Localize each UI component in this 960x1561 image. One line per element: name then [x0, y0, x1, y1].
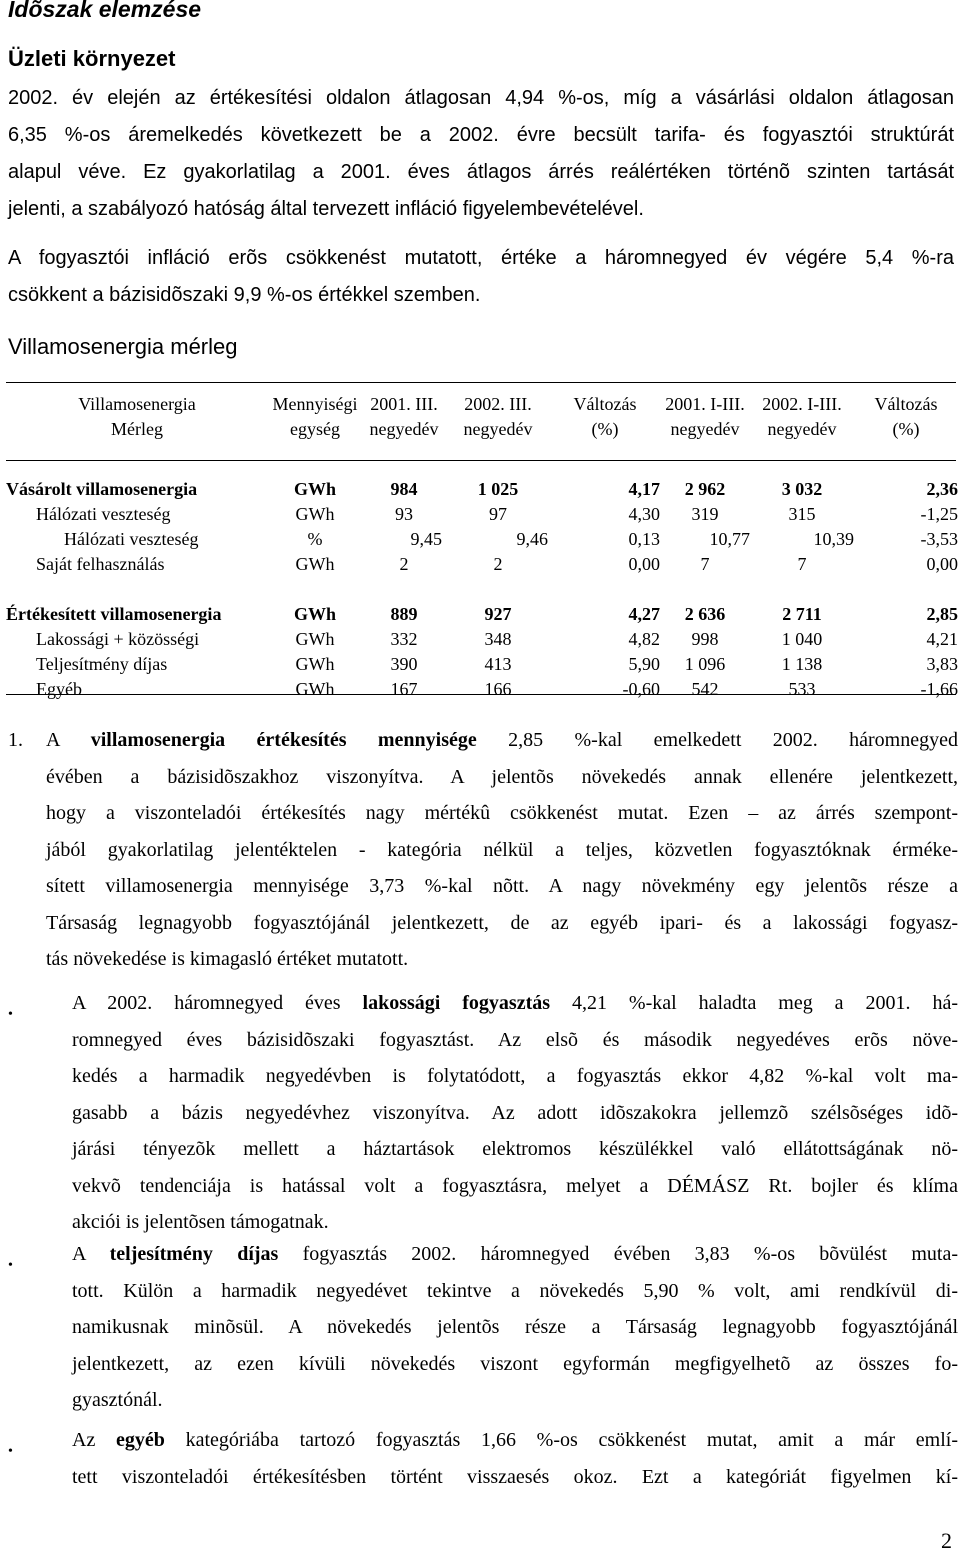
text-line: évében a bázisidõszakhoz viszonyítva. A jelentõs növekedés annak ellenére jelentkezett,: [46, 765, 958, 788]
table-row: Hálózati veszteség % 9,45 9,46 0,13 10,77 10,39 -3,53: [64, 529, 958, 549]
col-header: 2001. III. negyedév: [369, 394, 439, 439]
text-line: A 2002. háromnegyed éves lakossági fogyasztás 4,21 %-kal haladta meg a 2001. há-: [72, 992, 958, 1014]
text-line: sített villamosenergia mennyisége 3,73 %-kal nõtt. A nagy növekmény egy jelentõs része a: [46, 875, 958, 897]
text-line: A fogyasztói infláció erõs csökkenést mutatott, értéke a háromnegyed év végére 5,4 %-ra: [8, 247, 954, 269]
col-header: Változás (%): [874, 394, 938, 439]
col-header: Villamosenergia Mérleg: [78, 394, 196, 439]
text-line: jából gyakorlatilag jelentéktelen - kategória nélkül a teljes, közvetlen fogyasztóknak érméke-: [46, 838, 958, 861]
bullet-icon: •: [8, 1007, 13, 1022]
text-line: namikusnak minõsül. A növekedés jelentõs része a Társaság legnagyobb fogyasztójánál: [72, 1316, 958, 1338]
text-line: tett viszonteladói értékesítésben történt visszaesés okoz. Ezt a kategóriát figyelmen kí-: [72, 1465, 958, 1488]
text-line: 2002. év elején az értékesítési oldalon átlagosan 4,94 %-os, míg a vásárlási oldalon átlagosan: [8, 87, 954, 109]
table-row: Hálózati veszteség GWh 93 97 4,30 319 315 -1,25: [36, 504, 958, 524]
col-header: 2002. I-III. negyedév: [762, 394, 842, 439]
table-row: Vásárolt villamosenergia GWh 984 1 025 4,17 2 962 3 032 2,36: [6, 479, 958, 499]
text-line: 6,35 %-os áremelkedés következett be a 2002. évre becsült tarifa- és fogyasztói struktúrát: [8, 124, 954, 146]
text-line: tás növekedése is kimagasló értéket mutatott.: [46, 948, 409, 970]
text-line: csökkent a bázisidõszaki 9,9 %-os értékkel szemben.: [8, 284, 481, 306]
col-header: 2001. I-III. negyedév: [665, 394, 745, 439]
text-line: alapul véve. Ez gyakorlatilag a 2001. éves átlagos árrés reálértéken történõ szinten tartását: [8, 161, 954, 183]
table-row: Saját felhasználás GWh 2 2 0,00 7 7 0,00: [36, 554, 958, 574]
section-subtitle: Üzleti környezet: [8, 46, 176, 71]
text-line: akciói is jelentõsen támogatnak.: [72, 1211, 329, 1233]
text-line: gyasztónál.: [72, 1389, 163, 1411]
page-number: 2: [941, 1528, 952, 1553]
col-header: Mennyiségi egység: [272, 394, 358, 439]
text-line: jelenti, a szabályozó hatóság által tervezett infláció figyelembevételével.: [8, 198, 644, 220]
bullet-icon: •: [8, 1258, 13, 1273]
page-title: Idõszak elemzése: [8, 0, 202, 22]
text-line: romnegyed éves bázisidõszaki fogyasztást. Az elsõ és második negyedéves erõs növe-: [72, 1028, 958, 1051]
table-row: Lakossági + közösségi GWh 332 348 4,82 998 1 040 4,21: [36, 629, 958, 649]
text-line: hogy a viszonteladói értékesítés nagy mértékû csökkenést mutat. Ezen – az árrés szempont-: [46, 802, 958, 824]
table-top-rule: [6, 382, 956, 383]
intro-paragraph-1: [8, 80, 954, 228]
intro-paragraph-2: [8, 240, 954, 314]
table-row: Értékesített villamosenergia GWh 889 927 4,27 2 636 2 711 2,85: [6, 604, 958, 624]
col-header: Változás (%): [573, 394, 637, 439]
table-heading: Villamosenergia mérleg: [8, 334, 238, 359]
text-line: Az egyéb kategóriába tartozó fogyasztás 1,66 %-os csökkenést mutat, amit a már emlí-: [72, 1429, 958, 1451]
table-header-row: [6, 392, 958, 442]
table-row: Egyéb GWh 167 166 -0,60 542 533 -1,66: [36, 679, 958, 699]
text-line: kedés a harmadik negyedévben is folytatódott, a fogyasztás ekkor 4,82 %-kal volt ma-: [72, 1065, 958, 1087]
table-row: Teljesítmény díjas GWh 390 413 5,90 1 096 1 138 3,83: [36, 654, 958, 674]
section-number: 1.: [8, 729, 23, 751]
energy-balance-table: [6, 392, 958, 702]
text-line: járási tényezõk mellett a háztartások elektromos készülékkel való ellátottságának nö-: [72, 1138, 958, 1160]
col-header: 2002. III. negyedév: [463, 394, 533, 439]
text-line: vekvõ tendenciája is hatással volt a fogyasztásra, melyet a DÉMÁSZ Rt. bojler és klíma: [72, 1174, 958, 1197]
text-line: gasabb a bázis negyedévhez viszonyítva. Az adott idõszakokra jellemzõ szélsõséges idõ-: [72, 1101, 958, 1124]
text-line: A villamosenergia értékesítés mennyisége 2,85 %-kal emelkedett 2002. háromnegyed: [46, 729, 958, 751]
text-line: tott. Külön a harmadik negyedévet tekintve a növekedés 5,90 % volt, ami rendkívül di-: [72, 1279, 958, 1302]
bullet-icon: •: [8, 1444, 13, 1459]
text-line: Társaság legnagyobb fogyasztójánál jelentkezett, de az egyéb ipari- és a lakossági fogyasz-: [46, 911, 958, 934]
text-line: jelentkezett, az ezen kívüli növekedés viszont egyformán megfigyelhetõ az összes fo-: [72, 1352, 958, 1375]
text-line: A teljesítmény díjas fogyasztás 2002. háromnegyed évében 3,83 %-os bõvülést muta-: [72, 1243, 958, 1265]
